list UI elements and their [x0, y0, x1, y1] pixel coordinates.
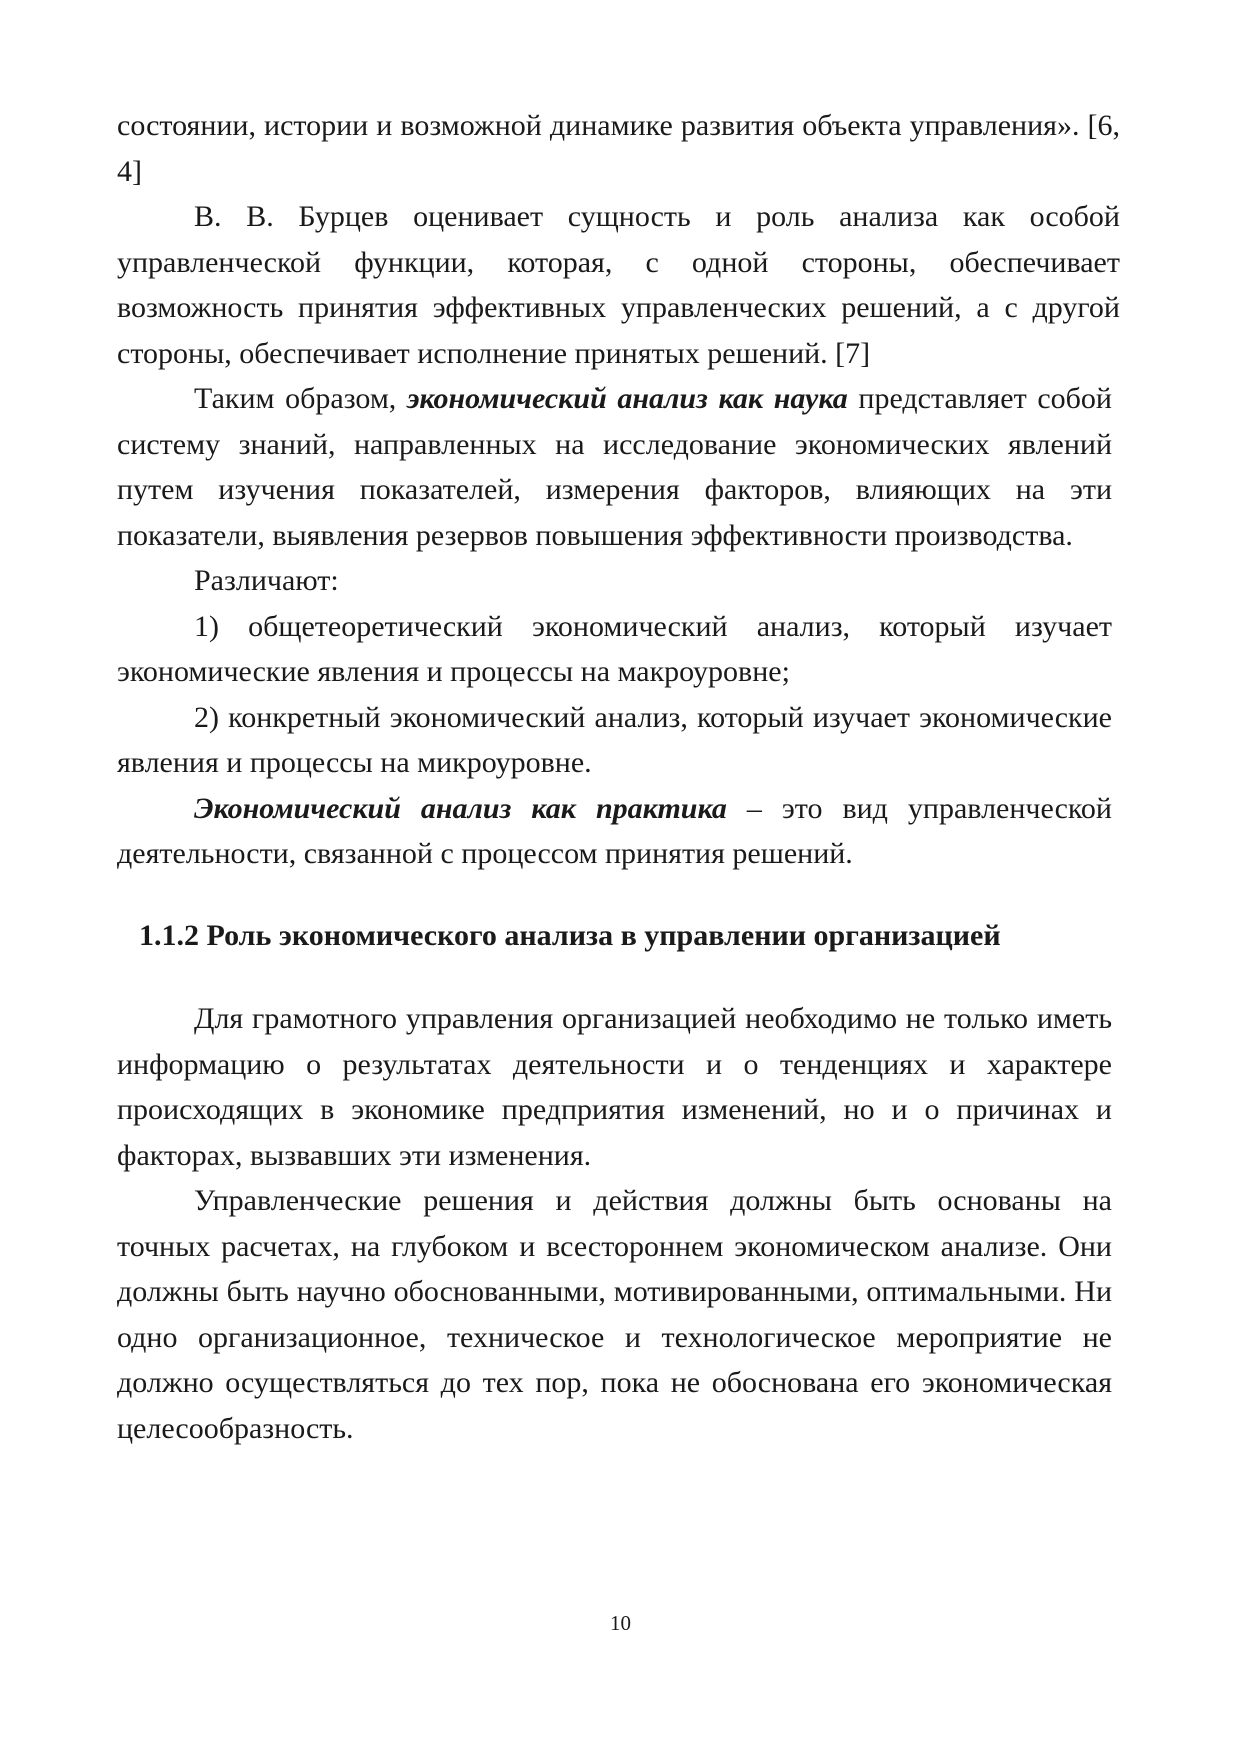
paragraph-distinguish: Различают: [194, 564, 339, 597]
paragraph-analysis-science [117, 376, 1112, 558]
paragraph-burtsev: В. В. Бурцев оценивает сущность и роль анализа как особой управленческой функции, которая, с одной стороны, обеспечивает возможность принятия эффективных управленческих решений, а с другой стороны, обеспечивает исполнение принятых решений. [7] [117, 200, 1120, 370]
list-item-1: 1) общетеоретический экономический анализ, который изучает экономические явления и процессы на макроуровне; [117, 609, 1112, 688]
section-heading: 1.1.2 Роль экономического анализа в управлении организацией [139, 918, 1001, 952]
paragraph-decisions: Управленческие решения и действия должны быть основаны на точных расчетах, на глубоком и всестороннем экономическом анализе. Они должны быть научно обоснованными, мотивированными, оптимальными. Ни одно организационное, техническое и технологическое мероприятие не должно осуществляться до тех пор, пока не обоснована его экономическая целесообразность. [117, 1184, 1112, 1445]
text: – это вид управленческой деятельности, связанной с процессом принятия решений. [117, 791, 1112, 870]
emphasis-term: экономический анализ как наука [406, 382, 848, 415]
text: представляет собой систему знаний, направленных на исследование экономических явлений путем изучения показателей, измерения факторов, влияющих на эти показатели, выявления резервов повышения эффективности производства. [117, 382, 1112, 552]
paragraph-continuation: состоянии, истории и возможной динамике развития объекта управления». [6, 4] [117, 109, 1120, 188]
text: Таким образом, [194, 382, 407, 415]
list-item-2: 2) конкретный экономический анализ, который изучает экономические явления и процессы на микроуровне. [117, 700, 1112, 779]
page-number: 10 [610, 1611, 631, 1635]
page-body [117, 103, 1120, 1451]
paragraph-analysis-practice [117, 786, 1112, 877]
emphasis-term: Экономический анализ как практика [194, 791, 727, 825]
paragraph-management: Для грамотного управления организацией необходимо не только иметь информацию о результатах деятельности и о тенденциях и характере происходящих в экономике предприятия изменений, но и о причинах и факторах, вызвавших эти изменения. [117, 1002, 1112, 1172]
